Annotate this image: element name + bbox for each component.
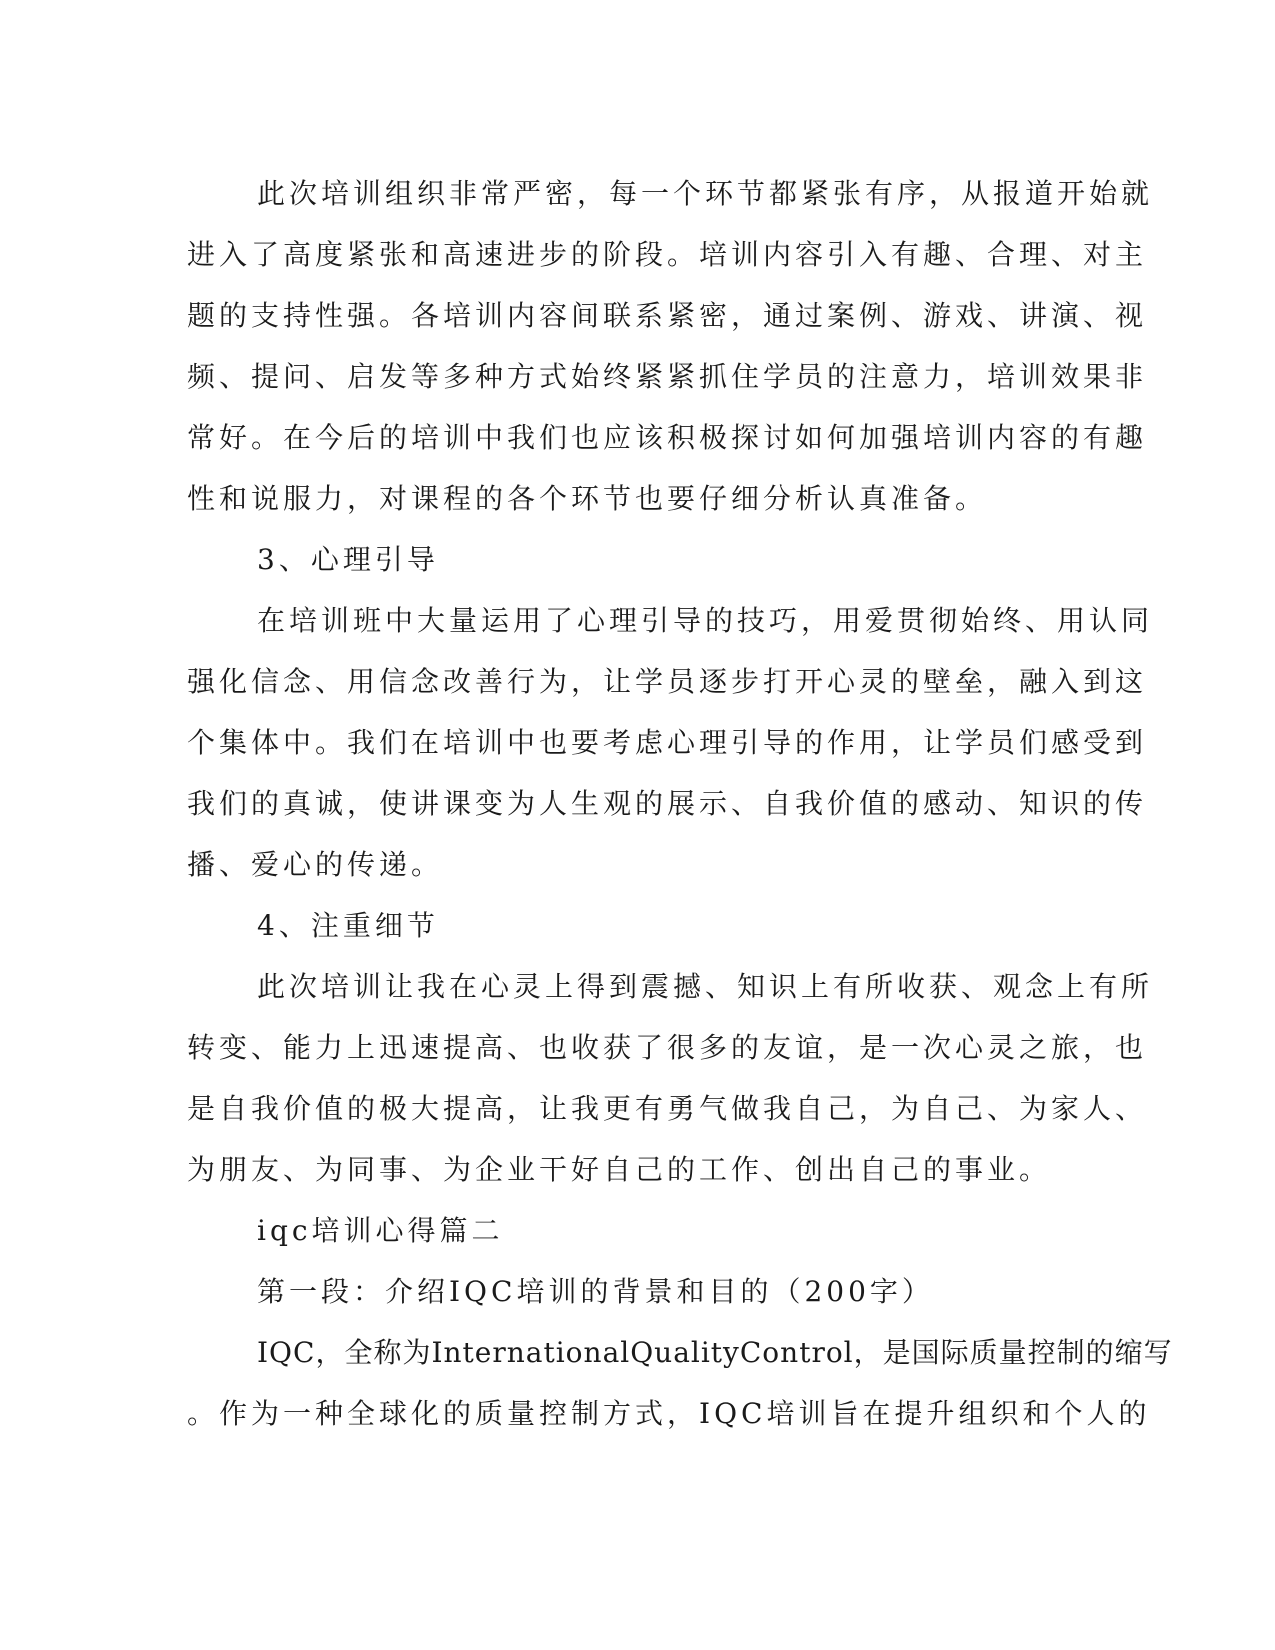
paragraph-iqc-intro: [187, 1322, 1173, 1444]
text-line: 进入了高度紧张和高速进步的阶段。培训内容引入有趣、合理、对主: [187, 238, 1148, 271]
text-line: 个集体中。我们在培训中也要考虑心理引导的作用，让学员们感受到: [187, 726, 1148, 759]
text-line: 强化信念、用信念改善行为，让学员逐步打开心灵的壁垒，融入到这: [187, 665, 1148, 698]
document-body: [187, 163, 1173, 1444]
text-line: 性和说服力，对课程的各个环节也要仔细分析认真准备。: [187, 482, 988, 515]
text-line: 是自我价值的极大提高，让我更有勇气做我自己，为自己、为家人、: [187, 1092, 1148, 1125]
article-title-part-two: iqc培训心得篇二: [257, 1214, 504, 1247]
paragraph-training-gains: [187, 956, 1154, 1200]
heading-attention-to-detail: 4、注重细节: [257, 909, 439, 942]
text-line: 播、爱心的传递。: [187, 848, 444, 881]
text-line: 转变、能力上迅速提高、也收获了很多的友谊，是一次心灵之旅，也: [187, 1031, 1148, 1064]
text-line: 频、提问、启发等多种方式始终紧紧抓住学员的注意力，培训效果非: [187, 360, 1148, 393]
text-line: IQC，全称为InternationalQualityControl，是国际质量控制的缩写: [257, 1336, 1173, 1369]
section-heading-first: 第一段：介绍IQC培训的背景和目的（200字）: [257, 1275, 934, 1308]
text-line: 。作为一种全球化的质量控制方式，IQC培训旨在提升组织和个人的: [187, 1397, 1151, 1430]
text-line: 常好。在今后的培训中我们也应该积极探讨如何加强培训内容的有趣: [187, 421, 1148, 454]
text-line: 此次培训让我在心灵上得到震撼、知识上有所收获、观念上有所: [257, 970, 1154, 1003]
text-line: 题的支持性强。各培训内容间联系紧密，通过案例、游戏、讲演、视: [187, 299, 1148, 332]
heading-psychological-guidance: 3、心理引导: [257, 543, 439, 576]
text-line: 我们的真诚，使讲课变为人生观的展示、自我价值的感动、知识的传: [187, 787, 1148, 820]
paragraph-training-organization: [187, 163, 1154, 529]
paragraph-psychological-guidance: [187, 590, 1154, 895]
text-line: 为朋友、为同事、为企业干好自己的工作、创出自己的事业。: [187, 1153, 1052, 1186]
text-line: 此次培训组织非常严密，每一个环节都紧张有序，从报道开始就: [257, 177, 1154, 210]
text-line: 在培训班中大量运用了心理引导的技巧，用爱贯彻始终、用认同: [257, 604, 1154, 637]
